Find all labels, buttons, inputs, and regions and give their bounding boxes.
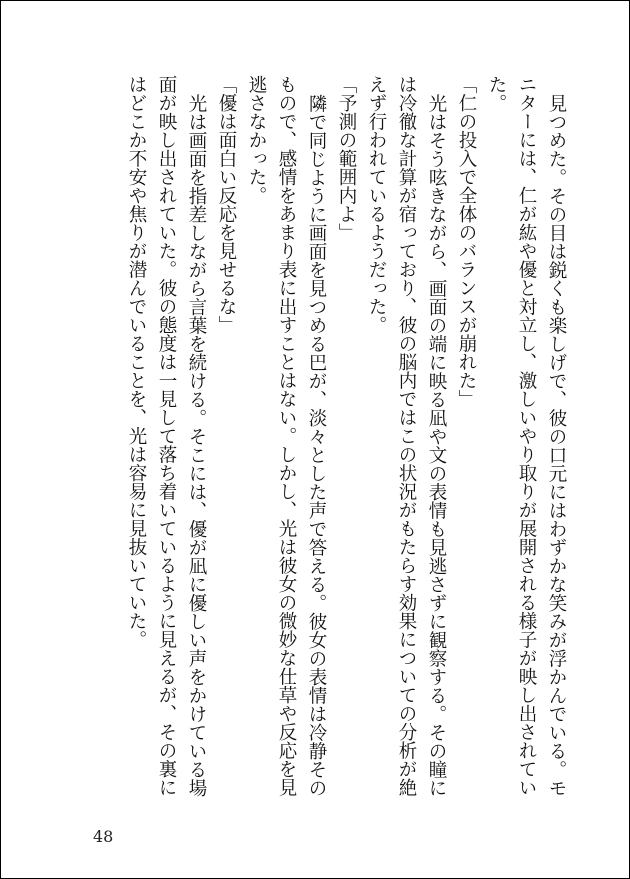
paragraph-quote: 「予測の範囲内よ」 [336,75,357,242]
vertical-text-body [89,75,571,805]
paragraph-narration: 隣で同じように画面を見つめる巴が、淡々とした声で答える。彼女の表情は冷静そのもので、感情をあまり表に出すことはない。しかし、光は彼女の微妙な仕草や反応を見逃さなかった。 [246,75,327,797]
paragraph-narration: 光は画面を指差しながら言葉を続ける。そこには、優が凪に優しい声をかけている場面が映し出されていた。彼の態度は一見して落ち着いているように見えるが、その裏にはどこか不安や焦りが潜んでいることを、光は容易に見抜いていた。 [126,75,207,797]
paragraph-quote: 「優は面白い反応を見せるな」 [216,75,237,334]
page-number: 48 [93,827,114,846]
paragraph-quote: 「仁の投入で全体のバランスが崩れた」 [456,75,477,408]
paragraph-narration: 見つめた。その目は鋭くも楽しげで、彼の口元にはわずかな笑みが浮かんでいる。モニターには、仁が紘や優と対立し、激しいやり取りが展開される様子が映し出されていた。 [486,75,567,797]
paragraph-narration: 光はそう呟きながら、画面の端に映る凪や文の表情も見逃さずに観察する。その瞳には冷徹な計算が宿っており、彼の脳内ではこの状況がもたらす効果についての分析が絶えず行われているようだった。 [366,75,447,797]
